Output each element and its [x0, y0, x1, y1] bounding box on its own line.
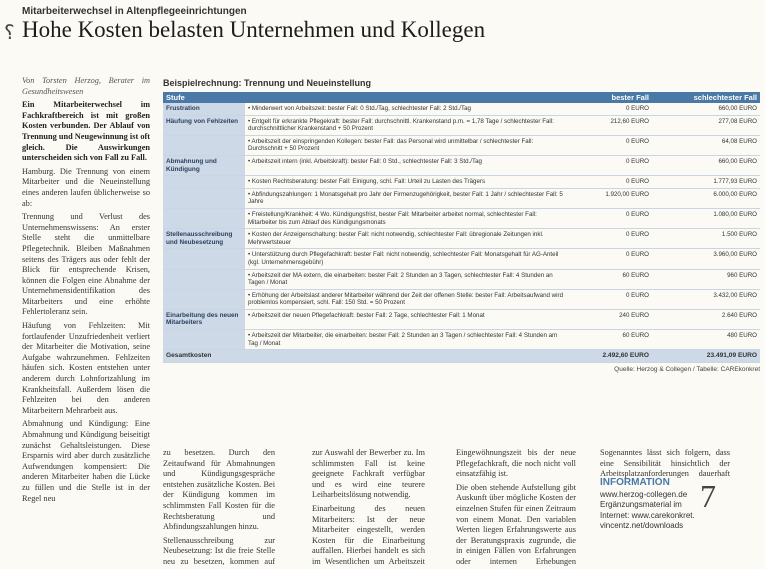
table-row — [163, 103, 760, 115]
cell-stufe: Frustration — [163, 103, 245, 115]
cell-stufe: Häufung von Fehlzeiten — [163, 115, 245, 135]
cell-worst: 277,08 EURO — [652, 115, 760, 135]
cell-stufe: Stellenausschreibung und Neubesetzung — [163, 229, 245, 249]
article-paragraph: Sogenanntes lässt sich folgern, dass eine Sensibilität hinsichtlich der Arbeitsplatzanforderungen dauerhaft — [600, 448, 730, 478]
cell-best: 0 EURO — [570, 249, 652, 269]
info-heading: INFORMATION — [600, 477, 670, 488]
cell-worst: 1.777,93 EURO — [652, 176, 760, 189]
article-column-4 — [456, 448, 576, 566]
cell-worst: 3.432,00 EURO — [652, 289, 760, 309]
table-row — [163, 249, 760, 269]
cell-desc: • Abfindungszahlungen: 1 Monatsgehalt pro Jahr der Firmenzugehörigkeit, bester Fall: 1 Jahr / schlechtester Fall: 5 Jahre — [245, 188, 570, 208]
cell-best: 60 EURO — [570, 330, 652, 350]
cell-desc: • Kosten der Anzeigenschaltung: bester Fall: nicht notwendig, schlechtester Fall: übregionale Zeitungen inkl. Mehrwertsteuer — [245, 229, 570, 249]
cell-desc: • Unterstützung durch Pflegefachkraft: bester Fall: nicht notwendig, schlechtester Fall: Monatsgehalt für AG-Anteil (kgl. Unternehmensgebühr) — [245, 249, 570, 269]
cell-best: 1.920,00 EURO — [570, 188, 652, 208]
cell-desc: • Arbeitszeit der MA extern, die einarbeiten: bester Fall: 2 Stunden an 3 Tagen, schlechtester Fall: 4 Stunden an Tagen / Monat — [245, 269, 570, 289]
cell-worst: 660,00 EURO — [652, 103, 760, 115]
cell-best: 0 EURO — [570, 176, 652, 189]
cell-worst: 960 EURO — [652, 269, 760, 289]
article-column-5 — [600, 448, 730, 478]
header-best: bester Fall — [570, 92, 652, 103]
article-paragraph: Hamburg. Die Trennung von einem Mitarbeiter und die Neueinstellung eines anderen laufen üblicherweise so ab: — [22, 166, 150, 208]
table-row — [163, 229, 760, 249]
cell-desc: • Arbeitszeit intern (inkl. Arbeitskraft): bester Fall: 0 Std., schlechtester Fall: 3 Std./Tag — [245, 155, 570, 175]
header-stufe: Stufe — [163, 92, 245, 103]
table-row — [163, 289, 760, 309]
article-title: Hohe Kosten belasten Unternehmen und Kollegen — [22, 17, 486, 42]
table-title: Beispielrechnung: Trennung und Neueinstellung — [163, 78, 372, 88]
cell-worst: 480 EURO — [652, 330, 760, 350]
cell-best: 0 EURO — [570, 289, 652, 309]
article-lead: Ein Mitarbeiterwechsel im Fachkraftbereich ist mit großen Kosten verbunden. Der Ablauf von Trennung und Neugewinnung ist oft gleich. Die Auswirkungen unterscheiden sich von Fall zu Fall. — [22, 100, 150, 163]
cell-desc: • Arbeitszeit der Mitarbeiter, die einarbeiten: bester Fall: 2 Stunden an 3 Tagen / schlechtester Fall: 4 Stunden am Tag / Monat — [245, 330, 570, 350]
cell-best: 60 EURO — [570, 269, 652, 289]
cell-desc: • Entgelt für erkrankte Pflegekraft: bester Fall: durchschnittl. Krankenstand p.m. = 1,78 Tage / schlechtester Fall: durchschnittlicher Krankenstand + 50 Prozent — [245, 115, 570, 135]
cell-stufe — [163, 269, 245, 289]
cell-best: 0 EURO — [570, 155, 652, 175]
info-link[interactable]: www.herzog-collegen.de — [600, 489, 688, 499]
table-row — [163, 309, 760, 329]
total-label: Gesamtkosten — [163, 350, 245, 363]
article-column-1 — [22, 76, 150, 566]
table-row — [163, 208, 760, 228]
cell-stufe — [163, 176, 245, 189]
table-total-row — [163, 350, 760, 363]
cell-best: 0 EURO — [570, 103, 652, 115]
table-row — [163, 135, 760, 155]
cell-stufe — [163, 330, 245, 350]
page-number-mark: 7 — [700, 478, 716, 514]
cell-desc: • Minderwert von Arbeitszeit: bester Fall: 0 Std./Tag, schlechtester Fall: 2 Std./Tag — [245, 103, 570, 115]
cell-best: 212,60 EURO — [570, 115, 652, 135]
info-line: Ergänzungsmaterial im — [600, 500, 682, 509]
cell-desc: • Arbeitszeit der einspringenden Kollegen: bester Fall: das Personal wird unmittelbar / schlechtester Fall: Durchschnitt + 50 Prozent — [245, 135, 570, 155]
cell-worst: 6.000,00 EURO — [652, 188, 760, 208]
article-author: Von Torsten Herzog, Berater im Gesundheitswesen — [22, 76, 150, 96]
table-row — [163, 330, 760, 350]
cell-desc: • Arbeitszeit der neuen Pflegefachkraft: bester Fall: 2 Tage, schlechtester Fall: 1 Monat — [245, 309, 570, 329]
info-link[interactable]: Internet: www.carekonkret. — [600, 510, 695, 520]
header-worst: schlechtester Fall — [652, 92, 760, 103]
cell-worst: 660,00 EURO — [652, 155, 760, 175]
table-source: Quelle: Herzog & Collegen / Tabelle: CAREkonkret — [614, 365, 760, 373]
table-row — [163, 176, 760, 189]
cell-best: 0 EURO — [570, 135, 652, 155]
cell-worst: 1.500 EURO — [652, 229, 760, 249]
cell-best: 0 EURO — [570, 208, 652, 228]
table-row — [163, 155, 760, 175]
info-line: vincentz.net/downloads — [600, 521, 684, 530]
article-column-3 — [312, 448, 425, 566]
cell-stufe — [163, 135, 245, 155]
cell-worst: 2.640 EURO — [652, 309, 760, 329]
cell-stufe — [163, 208, 245, 228]
cell-best: 240 EURO — [570, 309, 652, 329]
cell-worst: 1.080,00 EURO — [652, 208, 760, 228]
cell-stufe — [163, 289, 245, 309]
cost-table — [163, 92, 760, 363]
cost-table-section — [163, 78, 760, 373]
cell-stufe — [163, 188, 245, 208]
article-paragraph: Abmahnung und Kündigung: Eine Abmahnung und Kündigung beiseitigt zunächst Gehaltsleistungen. Diese Ersparnis wird aber durch zusätzliche Aufwendungen kompensiert: Die anderen Mitarbeiter haben die Lücke zu füllen und die Stelle ist in der Regel neu — [22, 419, 150, 503]
article-paragraph: Häufung von Fehlzeiten: Mit fortlaufender Unzufriedenheit verliert der Mitarbeiter die Motivation, seine Aufgabe wahrzunehmen. Fehlzeiten häufen sich. Kosten entstehen unter anderem durch Lohnfortzahlung im Krankheitsfall. Außerdem lösen die Fehlzeiten bei den anderen Mitarbeitern Mehrarbeit aus. — [22, 321, 150, 415]
article-paragraph: Eingewöhnungszeit bis der neue Pflegefachkraft, die noch nicht voll einsatzfähig ist. — [456, 448, 576, 479]
article-column-2 — [163, 448, 275, 566]
total-worst: 23.491,09 EURO — [652, 350, 760, 363]
cell-worst: 3.960,00 EURO — [652, 249, 760, 269]
table-header-row — [163, 92, 760, 103]
cell-stufe: Abmahnung und Kündigung — [163, 155, 245, 175]
article-paragraph: Stellenausschreibung zur Neubesetzung: Ist die freie Stelle neu zu besetzen, kommen auf — [163, 535, 275, 566]
header-desc — [245, 92, 570, 103]
article-paragraph: Einarbeitung des neuen Mitarbeiters: Ist der neue Mitarbeiter eingestellt, werden Kosten für die Einarbeitung auffallen. Hierbei handelt es sich im Wesentlichen um Arbeitszeit — [312, 503, 425, 566]
cell-desc: • Erhöhung der Arbeitslast anderer Mitarbeiter während der Zeit der offenen Stelle: bester Fall: Arbeitsaufwand wird problemlos kompensiert, schl. Fall: 150 Std. = 50 Prozent — [245, 289, 570, 309]
cell-desc: • Freistellung/Krankheit: 4 Wo. Kündigungsfrist, bester Fall: Mitarbeiter arbeitet normal, schlechtester Fall: Mitarbeiter bis zum Ablauf des Kündigungsmonats — [245, 208, 570, 228]
crop-mark-icon: ⸮ — [4, 22, 15, 44]
article-paragraph: Die oben stehende Aufstellung gibt Auskunft über mögliche Kosten der einzelnen Stufen für einen Zeitraum von einem Monat. Den variablen Werten liegen Erfahrungswerte aus der Beratungspraxis zugrunde, die in einigen Fällen von Erfahrungen oder internen Erhebungen — [456, 482, 576, 566]
cell-best: 0 EURO — [570, 229, 652, 249]
article-paragraph: Trennung und Verlust des Unternehmenswissens: An erster Stelle steht die unmittelbare Pflegetechnik. Bleiben Maßnahmen seitens des Trägers aus oder fehlt der Blick für entsprechende Krisen, können die Folgen eine Abnahme der Unternehmensidentifikation des Mitarbeiters und eine erhöhte Fehlertoleranz sein. — [22, 212, 150, 317]
table-row — [163, 269, 760, 289]
table-row — [163, 188, 760, 208]
article-paragraph: zu besetzen. Durch den Zeitaufwand für Abmahnungen und Kündigungsgespräche entstehen zusätzliche Kosten. Bei der Kündigung kommen im schlimmsten Fall Kosten für die Rechtsberatung und Abfindungszahlungen hinzu. — [163, 448, 275, 532]
article-paragraph: zur Auswahl der Bewerber zu. Im schlimmsten Fall ist keine geeignete Fachkraft verfügbar und es wird eine teurere Leiharbeitslösung notwendig. — [312, 448, 425, 500]
cell-stufe — [163, 249, 245, 269]
total-best: 2.492,60 EURO — [570, 350, 652, 363]
cell-desc: • Kosten Rechtsberatung: bester Fall: Einigung, schl. Fall: Urteil zu Lasten des Trägers — [245, 176, 570, 189]
cell-worst: 64,08 EURO — [652, 135, 760, 155]
article-kicker: Mitarbeiterwechsel in Altenpflegeeinrichtungen — [22, 6, 247, 17]
cell-stufe: Einarbeitung des neuen Mitarbeiters — [163, 309, 245, 329]
table-row — [163, 115, 760, 135]
